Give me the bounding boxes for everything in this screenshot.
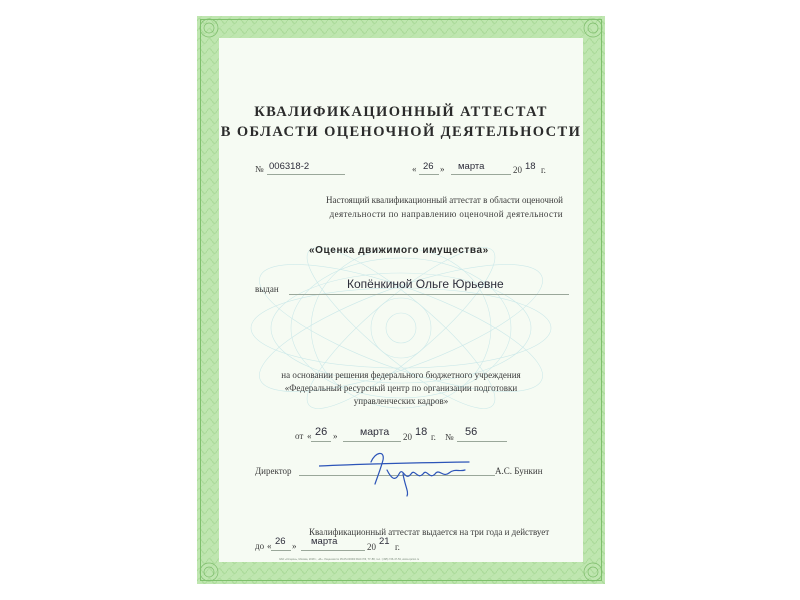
decision-year-suffix: 18 xyxy=(415,426,428,438)
valid-until-year-suffix: 21 xyxy=(379,536,390,547)
holder-name: Копёнкиной Ольге Юрьевне xyxy=(347,277,504,291)
issue-date-year-word: г. xyxy=(541,165,546,175)
decision-open-quote: « xyxy=(307,431,312,441)
intro-line1: Настоящий квалификационный аттестат в области оценочной xyxy=(326,195,563,205)
certificate-number: 006318-2 xyxy=(269,161,310,172)
valid-day-underline xyxy=(271,550,291,551)
issue-date-month: марта xyxy=(458,161,485,172)
number-prefix: № xyxy=(255,164,264,174)
number-underline xyxy=(267,174,345,175)
decision-number-prefix: № xyxy=(445,432,454,442)
decision-day: 26 xyxy=(315,426,328,438)
valid-until-month: марта xyxy=(311,536,338,547)
director-label: Директор xyxy=(255,466,292,476)
basis-line1: на основании решения федерального бюджетного учреждения xyxy=(281,370,521,380)
validity-text: Квалификационный аттестат выдается на три года и действует xyxy=(309,527,550,537)
issue-date-year-suffix: 18 xyxy=(525,161,536,172)
decision-year-prefix: 20 xyxy=(403,432,412,442)
director-signature-icon xyxy=(319,448,479,498)
decision-year-word: г. xyxy=(431,432,436,442)
decision-number-underline xyxy=(457,441,507,442)
decision-day-underline xyxy=(311,441,331,442)
assessment-direction: «Оценка движимого имущества» xyxy=(309,245,489,256)
valid-until-day: 26 xyxy=(275,536,286,547)
issue-date-day: 26 xyxy=(423,161,434,172)
valid-until-year-word: г. xyxy=(395,542,400,552)
decision-from-label: от xyxy=(295,431,304,441)
certificate-title-line2: В ОБЛАСТИ ОЦЕНОЧНОЙ ДЕЯТЕЛЬНОСТИ xyxy=(220,124,582,140)
decision-close-quote: » xyxy=(333,431,338,441)
certificate-title-line1: КВАЛИФИКАЦИОННЫЙ АТТЕСТАТ xyxy=(254,104,548,120)
valid-until-year-prefix: 20 xyxy=(367,542,376,552)
holder-name-underline xyxy=(289,294,569,295)
issue-date-year-prefix: 20 xyxy=(513,165,522,175)
issued-to-label: выдан xyxy=(255,284,279,294)
valid-until-label: до xyxy=(255,541,265,551)
director-name: А.С. Бункин xyxy=(495,466,543,476)
printer-note: ЗАО «Опцион», Москва, 2018 г., «Б». Лицензия № 05-05-03/003 ФНС РФ, ТУ-ВУ, тел.: (495) 726-47-53, www.opcion.ru xyxy=(279,558,420,561)
issue-date-open-quote: « xyxy=(412,164,417,174)
basis-line3: управленческих кадров» xyxy=(353,396,449,406)
valid-month-underline xyxy=(301,550,365,551)
issue-day-underline xyxy=(419,174,439,175)
certificate-paper xyxy=(219,38,583,562)
decision-number: 56 xyxy=(465,426,478,438)
issue-date-close-quote: » xyxy=(440,164,445,174)
decision-month: марта xyxy=(360,426,390,438)
certificate-frame xyxy=(197,16,605,584)
valid-until-open-quote: « xyxy=(267,541,272,551)
issue-month-underline xyxy=(451,174,511,175)
intro-line2: деятельности по направлению оценочной деятельности xyxy=(329,209,563,219)
basis-line2: «Федеральный ресурсный центр по организации подготовки xyxy=(284,383,518,393)
valid-until-close-quote: » xyxy=(292,541,297,551)
decision-month-underline xyxy=(343,441,401,442)
